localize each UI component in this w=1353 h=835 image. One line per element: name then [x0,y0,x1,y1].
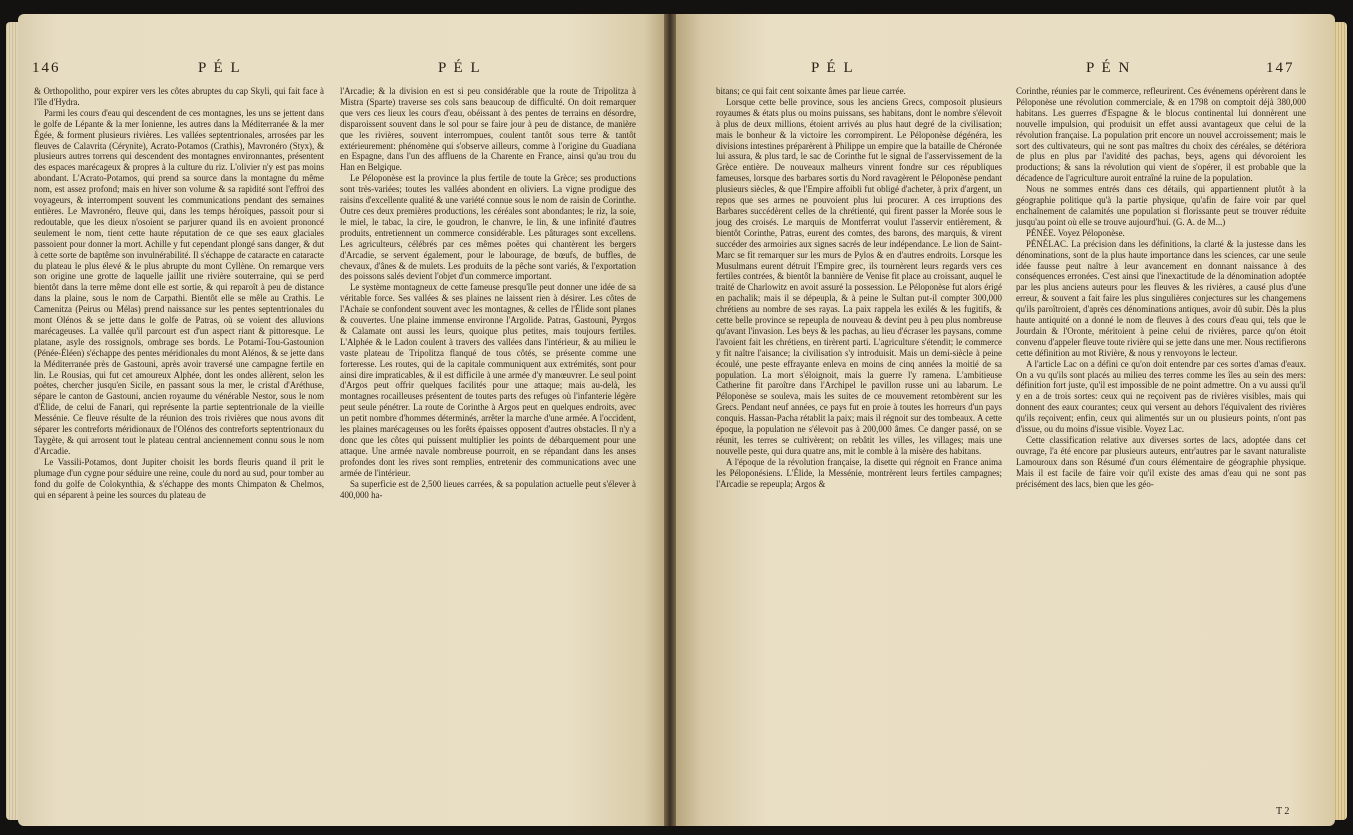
book-edge-left [6,22,18,820]
entry-penelac: PÉNÉLAC. La précision dans les définitions, la clarté & la justesse dans les dénominations, sont de la plus haute importance dans les sciences, car une seule idée fausse peut naître à leur avancement en donnant naissance à des conséquences erronées. C'est ainsi que l'inexactitude de la dénomination adoptée par les plus anciens auteurs pour les fleuves & les rivières, a causé plus d'une erreur, & souvent a fait faire les plus singulières conjectures sur les changemens qu'ils paroîtroient, d'après ces dénominations antiques, avoir dû subir. Dès la plus haute antiquité on a donné le nom de fleuves à des cours d'eau qui, tels que le Jourdain & l'Oronte, méritoient à peine celui de rivières, parce qu'on étoit convenu d'appeler fleuve toute rivière qui se jette dans une mer. Nous rectifierons cette définition au mot Rivière, & nous y renvoyons le lecteur. [1016,238,1306,358]
page-number: 146 [32,60,61,76]
paragraph: l'Arcadie; & la division en est si peu considérable que la route de Tripolitza à Mistra (Sparte) traverse ses cols sans beaucoup de difficulté. On doit remarquer que vers ces lieux les cours d'eau, obéissant à des pentes de terrains en désordre, disparoissent souvent dans le sol pour se faire jour à peu de distance, de manière que les rivières, souvent interrompues, coulent tantôt sous terre & tantôt extérieurement: phénomène qui s'observe ailleurs, comme à l'origine du Guadiana en Espagne, dans l'un des affluens de la Charente en France, ainsi qu'au trou du Han en Belgique. [340,86,636,173]
book-edge-right [1335,22,1347,820]
right-column-2 [1016,86,1306,490]
paragraph: A l'époque de la révolution française, la disette qui régnoit en France anima les Péloponésiens. L'Élide, la Messénie, montrèrent leurs fertiles campagnes; l'Arcadie se repeupla; Argos & [716,456,1002,489]
paragraph: Nous ne sommes entrés dans ces détails, qui appartiennent plutôt à la géographie politique qu'à la partie physique, qu'afin de faire voir par quel enchaînement de calamités une population si florissante peut se trouver réduite jusqu'au point où elle se trouve aujourd'hui. (G. A. de M...) [1016,184,1306,227]
running-head-right: P É N [1086,60,1132,76]
running-head-right: P É L [438,60,482,76]
book-gutter [664,14,676,826]
paragraph: Cette classification relative aux diverses sortes de lacs, adoptée dans cet ouvrage, l'a été encore par plusieurs auteurs, entr'autres par le savant naturaliste Lamouroux dans son Résumé d'un cours élémentaire de géographie physique. Mais il est facile de faire voir qu'il existe des amas d'eau qui ne sont pas précisément des lacs, bien que les géo- [1016,435,1306,489]
paragraph: Parmi les cours d'eau qui descendent de ces montagnes, les uns se jettent dans le golfe de Lépante & la mer Ionienne, les autres dans la Méditerranée & la mer Égée, & forment plusieurs rivières. Les vallées septentrionales, arrosées par les fleuves de Calavrita (Cérynite), Acrato-Potamos (Crathis), Mavronéro (Styx), & plusieurs autres torrens qui descendent des montagnes environnantes, présentent des espaces marécageux & propres à la culture du riz. L'olivier n'y est pas moins abondant. L'Acrato-Potamos, qui prend sa source dans la montagne du même nom, est assez profond; mais en hiver son volume & sa rapidité sont l'effroi des voyageurs, & interrompent souvent les communications pendant des semaines entières. Le Mavronéro, fleuve qui, dans les temps héroïques, passoit pour si redoutable, que les dieux n'osoient se parjurer quand ils en avoient prononcé seulement le nom, tient cette haute réputation de ce que ses eaux glaciales passoient pour donner la mort. Achille y fut cependant plongé sans danger, & dut à cette sorte de baptême son invulnérabilité. Il s'échappe de cataracte en cataracte du plateau le plus élevé & le plus abrupte du mont Cyllène. On remarque vers son origine une grotte de laquelle jaillit une rivière souterraine, qui se perd bientôt dans la terre même dont elle est sortie, & qui reparoît à peu de distance dans la plaine, sous le nom de Carpathi. Bientôt elle se mêle au Crathis. Le Camenitza (Peirus ou Mélas) prend naissance sur les pentes septentrionales du mont Olénos & se jette dans le golfe de Patras, où se voient des alluvions marécageuses. La vallée qu'il parcourt est d'un aspect riant & pittoresque. Le platane, asyle des rossignols, ombrage ses bords. Le Potami-Tou-Gastounion (Pénée-Éléen) s'échappe des pentes méridionales du mont Alénos, & se jette dans la Méditerranée près de Gastouni, après avoir traversé une campagne fertile en lin. Le Rousias, qui fut cet amoureux Alphée, dont les ondes allèrent, selon les poëtes, chercher jusqu'en Sicile, en passant sous la mer, le cristal d'Aréthuse, sépare le canton de Gastouni, ancien royaume du vénérable Nestor, sous le nom d'Élide, de celui de Fanari, qui représente la partie septentrionale de la vieille Messénie. Ce fleuve résulte de la réunion des trois rivières que nous avons dit séparer les contreforts méridionaux de l'Olénos des contreforts septentrionaux du Taygète, & qui arrosent tout le plateau central anciennement connu sous le nom d'Arcadie. [34,107,324,456]
left-page [18,14,664,826]
signature-mark: T 2 [1276,806,1290,817]
paragraph: bitans; ce qui fait cent soixante âmes par lieue carrée. [716,86,906,96]
paragraph: Lorsque cette belle province, sous les anciens Grecs, composoit plusieurs royaumes & états plus ou moins puissans, ses habitans, dont le nombre s'élevoit à plus de deux millions, étoient arrivés au plus haut degré de la civilisation; mais le bonheur & la victoire les corrompirent. Le Péloponèse dégénéra, les divisions intestines préparèrent à Philippe un empire que la bataille de Chéronée lui assura, & plus tard, le sac de Corinthe fut le signal de l'asservissement de la Grèce entière. De nouveaux malheurs vinrent fondre sur ces républiques fameuses, lorsque des barbares sortis du Nord ravagèrent le Péloponèse pendant plusieurs siècles, & que l'Empire affoibli fut obligé d'acheter, à prix d'argent, un repos que ses armes ne pouvoient plus lui procurer. A ces irruptions des Barbares succédèrent celles de la chrétienté, qui firent passer la Morée sous le joug des croisés. Le marquis de Montferrat voulut l'asservir entièrement, & bientôt Corinthe, Patras, eurent des comtes, des barons, des marquis, & virent succéder des armoiries aux signes sacrés de leur indépendance. Le lion de Saint-Marc se fit remarquer sur les murs de Pylos & en d'autres endroits. Lorsque les Musulmans eurent détruit l'Empire grec, ils tournèrent leurs regards vers ces fertiles contrées, & bientôt la bannière de Venise fit place au croissant, auquel le traité de Charlowitz en avoit assuré la possession. Le Péloponèse fut alors érigé en pachalik; mais il se dépeupla, & à peine le Sultan put-il compter 300,000 chrétiens au nombre de ses rayas. La paix rappela les exilés & les fugitifs, & cette belle province se repeupla de nouveau & devint peu à peu plus nombreuse qu'avant l'invasion. Les beys & les pachas, au lieu d'écraser les paysans, comme l'avoient fait les chrétiens, en tirèrent parti. L'agriculture s'étendit; le commerce y fit naître l'aisance; la civilisation s'y introduisit. Mais un demi-siècle à peine écoulé, une peste effrayante enleva en moins de cinq années la moitié de sa population. La mort s'éloignoit, mais la guerre l'y ramena. L'ambitieuse Catherine fit paroître dans l'Archipel le pavillon russe uni au labarum. Le Péloponèse se souleva, mais les suites de ce mouvement retombèrent sur les Grecs. Pendant neuf années, ce pays fut en proie à toutes les horreurs d'un pays conquis. Hassan-Pacha rétablit la paix; mais il régnoit sur des tombeaux. A cette époque, la population ne s'élevoit pas à 200,000 âmes. Ce danger passé, on se réunit, les terres se cultivèrent; on rebâtit les villes, les villages; mais une nouvelle peste, qui dura quatre ans, mit le comble à la misère des habitans. [716,96,1002,456]
paragraph: & Orthopolitho, pour expirer vers les côtes abruptes du cap Skyli, qui fait face à l'île d'Hydra. [34,86,324,107]
entry-penee: PÉNÉE. Voyez Péloponèse. [1026,227,1125,238]
right-page [676,14,1335,826]
page-number: 147 [1266,60,1295,76]
paragraph: A l'article Lac on a défini ce qu'on doit entendre par ces sortes d'amas d'eaux. On a vu qu'ils sont placés au milieu des terres comme les îles au sein des mers: définition fort juste, qu'il est impossible de ne point admettre. On a vu aussi qu'il y en a de trois sortes: ceux qui ne reçoivent pas de rivières visibles, mais qui donnent des eaux courantes; ceux qui versent au dehors l'équivalent des rivières qu'ils reçoivent; enfin, ceux qui alimentés sur un ou plusieurs points, n'ont pas d'issue, ou du moins d'issue visible. Voyez Lac. [1016,358,1306,435]
left-column-1 [34,86,324,500]
paragraph: Corinthe, réunies par le commerce, refleurirent. Ces événemens opérèrent dans le Péloponèse une révolution commerciale, & en 1798 on comptoit déjà 380,000 habitans. Les guerres d'Espagne & le blocus continental lui donnèrent une nouvelle impulsion, qui produisit un effet aussi avantageux que celui de la révolution française. La population prit encore un nouvel accroissement; mais le sort des cultivateurs, qui ne sont pas maîtres du choix des céréales, se détériora de plus en plus par l'avidité des pachas, beys, agens qui dévoroient les productions; & sans la révolution qui vient de s'opérer, il est probable que la décadence de l'agriculture auroit entraîné la ruine de la population. [1016,86,1306,184]
paragraph: Le Vassili-Potamos, dont Jupiter choisit les bords fleuris quand il prit le plumage d'un cygne pour séduire une reine, coule du nord au sud, pour tomber au fond du golfe de Colokynthia, & s'échappe des monts Chimpaton & Chelmos, qui en séparent à peine les sources du plateau de [34,456,324,500]
paragraph: Le Péloponèse est la province la plus fertile de toute la Grèce; ses productions sont très-variées; toutes les vallées abondent en oliviers. La vigne prodigue des raisins d'excellente qualité & une variété connue sous le nom de raisin de Corinthe. Outre ces deux premières productions, les céréales sont abondantes; le riz, la soie, le miel, le tabac, la cire, le goudron, le chanvre, le lin, & une infinité d'autres produits, entretiennent un commerce considérable. Les pâturages sont excellens. Les agriculteurs, célébrés par ces mêmes poëtes qui chantèrent les bergers d'Arcadie, se servent également, pour le labourage, de bœufs, de buffles, de chevaux, d'ânes & de mulets. Les produits de la pêche sont variés, & l'exportation des poissons salés devient l'objet d'un commerce important. [340,173,636,282]
paragraph: Le système montagneux de cette fameuse presqu'île peut donner une idée de sa véritable force. Ses vallées & ses plaines ne laissent rien à désirer. Les côtes de l'Achaïe se confondent souvent avec les montagnes, & celles de l'Élide sont planes & couvertes. Une plaine immense environne l'Argolide. Patras, Gastouni, Pyrgos & Calamate ont aussi les leurs, quoique plus petites, mais toujours fertiles. L'Alphée & le Ladon coulent à travers des vallées dans l'intérieur, & au milieu le vaste plateau de Tripolitza flanqué de tous côtés, se présente comme une forteresse. Les routes, qui de la capitale communiquent aux extrémités, sont pour ainsi dire impraticables, & il est difficile à une armée d'y manœuvrer. Le seul point d'Argos peut offrir quelques facilités pour une attaque; mais au-delà, les montagnes rocailleuses présentent de toutes parts des refuges où l'infanterie légère peut seule pénétrer. La route de Corinthe à Argos peut en quelques endroits, avec un petit nombre d'hommes déterminés, arrêter la marche d'une armée. A l'occident, les plaines marécageuses ou les forêts épaisses opposent d'autres obstacles. Il n'y a donc que les côtes qui puissent multiplier les points de débarquement pour une attaque. Une armée navale nombreuse pourroit, en se répandant dans les anses profondes dont les rives sont remplies, entretenir des communications avec une armée de l'intérieur. [340,282,636,478]
left-column-2 [340,86,636,500]
paragraph: Sa superficie est de 2,500 lieues carrées, & sa population actuelle peut s'élever à 400,000 ha- [340,478,636,500]
running-head-left: P É L [198,60,242,76]
right-column-1 [716,86,1002,490]
running-head-left: P É L [811,60,855,76]
